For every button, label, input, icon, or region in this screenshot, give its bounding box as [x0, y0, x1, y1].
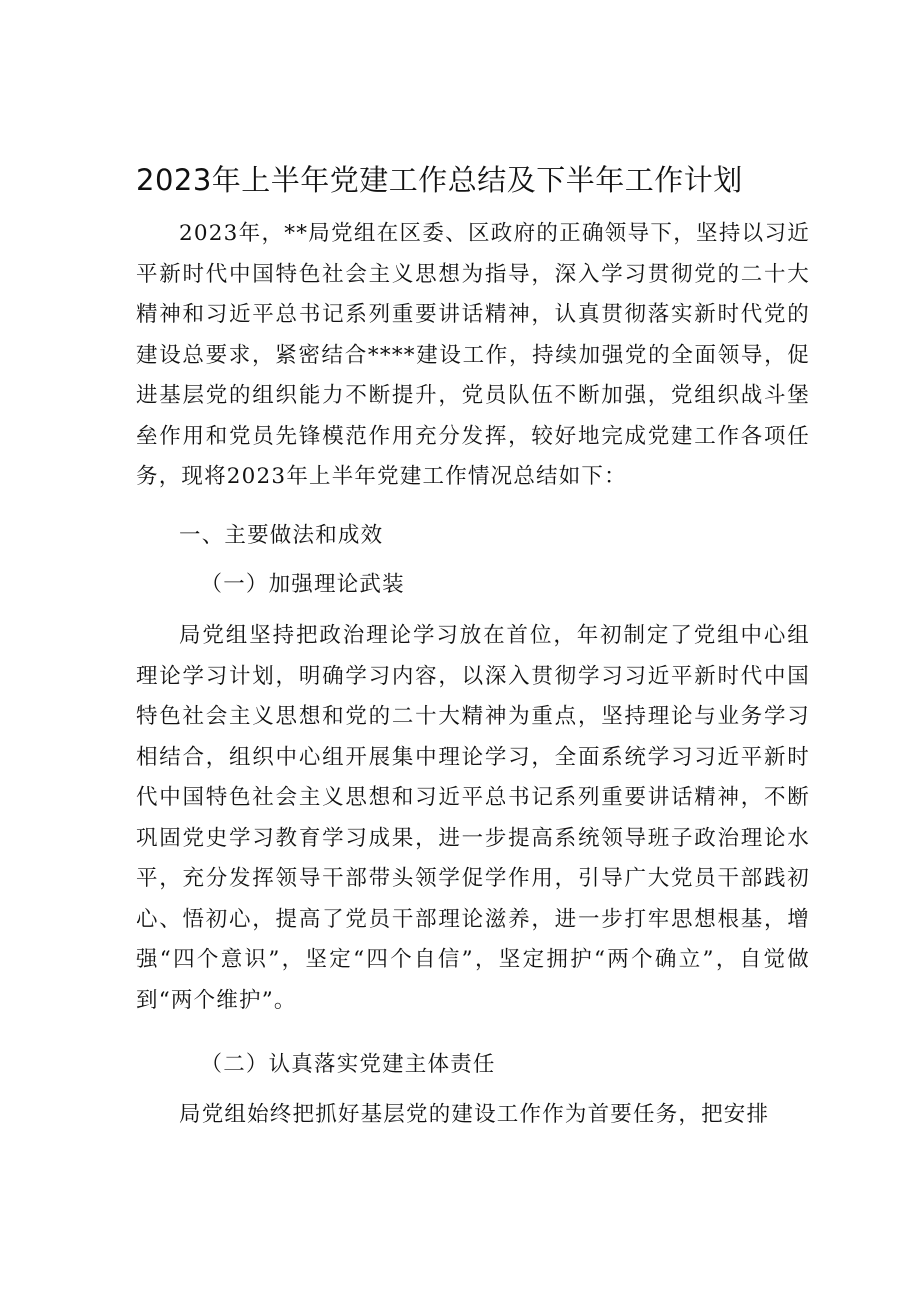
subsection-heading-theory: （一）加强理论武装: [200, 572, 405, 597]
subsection-heading-responsibility: （二）认真落实党建主体责任: [200, 1052, 496, 1077]
document-title: 2023年上半年党建工作总结及下半年工作计划: [136, 163, 743, 197]
responsibility-paragraph: 局党组始终把抓好基层党的建设工作作为首要任务，把安排: [179, 1102, 770, 1127]
intro-paragraph: 2023年，**局党组在区委、区政府的正确领导下，坚持以习近平新时代中国特色社会主义思想为指导，深入学习贯彻党的二十大精神和习近平总书记系列重要讲话精神，认真贯彻落实新时代党的建设总要求，紧密结合****建设工作，持续加强党的全面领导，促进基层党的组织能力不断提升，党员队伍不断加强，党组织战斗堡垒作用和党员先锋模范作用充分发挥，较好地完成党建工作各项任务，现将2023年上半年党建工作情况总结如下：: [136, 221, 810, 489]
section-heading-main-practices: 一、主要做法和成效: [179, 523, 384, 548]
theory-paragraph: 局党组坚持把政治理论学习放在首位，年初制定了党组中心组理论学习计划，明确学习内容，以深入贯彻学习习近平新时代中国特色社会主义思想和党的二十大精神为重点，坚持理论与业务学习相结合，组织中心组开展集中理论学习，全面系统学习习近平新时代中国特色社会主义思想和习近平总书记系列重要讲话精神，不断巩固党史学习教育学习成果，进一步提高系统领导班子政治理论水平，充分发挥领导干部带头领学促学作用，引导广大党员干部践初心、悟初心，提高了党员干部理论滋养，进一步打牢思想根基，增强“四个意识”，坚定“四个自信”，坚定拥护“两个确立”，自觉做到“两个维护”。: [136, 623, 810, 1013]
